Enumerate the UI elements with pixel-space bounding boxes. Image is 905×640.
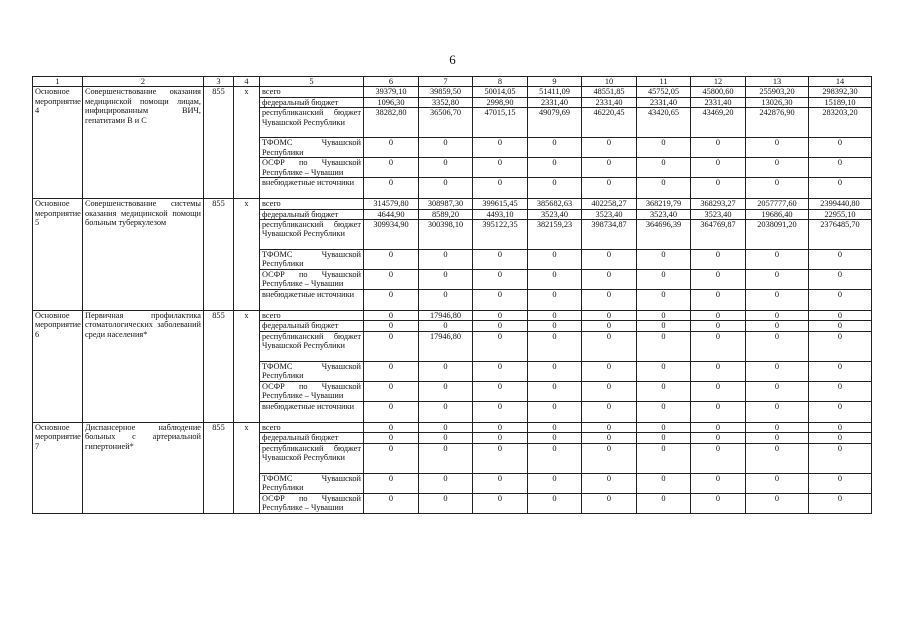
- value-cell: 0: [473, 381, 528, 401]
- value-cell: 0: [528, 443, 582, 473]
- value-cell: 3523,40: [637, 209, 691, 219]
- value-cell: 0: [364, 401, 419, 422]
- source-cell: ОСФР по Чувашской Республике – Чувашии: [260, 270, 364, 290]
- value-cell: 38282,80: [364, 108, 419, 138]
- value-cell: 0: [364, 381, 419, 401]
- value-cell: 0: [637, 331, 691, 361]
- value-cell: 0: [637, 178, 691, 199]
- source-cell: внебюджетные источники: [260, 290, 364, 311]
- value-cell: 0: [746, 290, 809, 311]
- value-cell: 0: [419, 433, 473, 443]
- value-cell: 309934,90: [364, 220, 419, 250]
- value-cell: 0: [691, 443, 746, 473]
- value-cell: 0: [473, 321, 528, 331]
- value-cell: 0: [364, 311, 419, 321]
- value-cell: 0: [419, 493, 473, 513]
- value-cell: 39379,10: [364, 87, 419, 97]
- value-cell: 17946,80: [419, 331, 473, 361]
- value-cell: 0: [419, 401, 473, 422]
- value-cell: 0: [637, 473, 691, 493]
- source-cell: федеральный бюджет: [260, 97, 364, 107]
- column-number: 8: [473, 77, 528, 87]
- value-cell: 0: [809, 250, 872, 270]
- value-cell: 2399440,80: [809, 199, 872, 209]
- code-cell: 855: [204, 422, 234, 513]
- value-cell: 0: [528, 331, 582, 361]
- value-cell: 0: [419, 422, 473, 432]
- column-number: 6: [364, 77, 419, 87]
- value-cell: 0: [582, 422, 637, 432]
- value-cell: 0: [809, 443, 872, 473]
- source-cell: ОСФР по Чувашской Республике – Чувашии: [260, 493, 364, 513]
- value-cell: 19686,40: [746, 209, 809, 219]
- value-cell: 0: [809, 290, 872, 311]
- value-cell: 2376485,70: [809, 220, 872, 250]
- value-cell: 0: [691, 433, 746, 443]
- column-number: 2: [83, 77, 204, 87]
- value-cell: 399615,45: [473, 199, 528, 209]
- value-cell: 0: [419, 178, 473, 199]
- value-cell: 0: [691, 250, 746, 270]
- value-cell: 45800,60: [691, 87, 746, 97]
- value-cell: 0: [691, 381, 746, 401]
- value-cell: 0: [746, 331, 809, 361]
- source-cell: ТФОМС Чувашской Республики: [260, 250, 364, 270]
- table-row: [33, 422, 872, 432]
- value-cell: 0: [637, 443, 691, 473]
- source-cell: республиканский бюджет Чувашской Республики: [260, 331, 364, 361]
- value-cell: 0: [419, 158, 473, 178]
- value-cell: 398734,87: [582, 220, 637, 250]
- value-cell: 0: [691, 401, 746, 422]
- value-cell: 17946,80: [419, 311, 473, 321]
- code-cell: 855: [204, 87, 234, 199]
- value-cell: 2057777,60: [746, 199, 809, 209]
- value-cell: 0: [691, 422, 746, 432]
- value-cell: 51411,09: [528, 87, 582, 97]
- description-cell: Диспансерное наблюдение больных с артериальной гипертонией*: [83, 422, 204, 513]
- value-cell: 0: [746, 311, 809, 321]
- value-cell: 0: [809, 473, 872, 493]
- value-cell: 0: [637, 433, 691, 443]
- value-cell: 36506,70: [419, 108, 473, 138]
- value-cell: 0: [528, 473, 582, 493]
- value-cell: 385682,63: [528, 199, 582, 209]
- value-cell: 0: [364, 331, 419, 361]
- value-cell: 0: [691, 138, 746, 158]
- value-cell: 0: [473, 178, 528, 199]
- value-cell: 0: [637, 381, 691, 401]
- value-cell: 0: [582, 381, 637, 401]
- value-cell: 0: [582, 158, 637, 178]
- value-cell: 3352,80: [419, 97, 473, 107]
- value-cell: 0: [582, 433, 637, 443]
- column-number: 5: [260, 77, 364, 87]
- value-cell: 0: [809, 381, 872, 401]
- value-cell: 0: [528, 138, 582, 158]
- value-cell: 0: [528, 493, 582, 513]
- value-cell: 0: [809, 422, 872, 432]
- value-cell: 0: [809, 270, 872, 290]
- value-cell: 0: [364, 158, 419, 178]
- value-cell: 0: [746, 493, 809, 513]
- value-cell: 0: [364, 443, 419, 473]
- value-cell: 0: [691, 311, 746, 321]
- value-cell: 0: [364, 270, 419, 290]
- value-cell: 0: [528, 158, 582, 178]
- value-cell: 0: [809, 433, 872, 443]
- column-number: 11: [637, 77, 691, 87]
- source-cell: ОСФР по Чувашской Республике – Чувашии: [260, 158, 364, 178]
- source-cell: ТФОМС Чувашской Республики: [260, 138, 364, 158]
- value-cell: 0: [528, 290, 582, 311]
- value-cell: 49079,69: [528, 108, 582, 138]
- value-cell: 402258,27: [582, 199, 637, 209]
- source-cell: ТФОМС Чувашской Республики: [260, 473, 364, 493]
- value-cell: 3523,40: [582, 209, 637, 219]
- value-cell: 0: [419, 138, 473, 158]
- value-cell: 0: [528, 361, 582, 381]
- value-cell: 298392,30: [809, 87, 872, 97]
- value-cell: 0: [637, 493, 691, 513]
- value-cell: 13026,30: [746, 97, 809, 107]
- activity-cell: Основное мероприятие 7: [33, 422, 83, 513]
- value-cell: 0: [528, 433, 582, 443]
- value-cell: 364696,39: [637, 220, 691, 250]
- value-cell: 0: [419, 443, 473, 473]
- value-cell: 0: [746, 401, 809, 422]
- value-cell: 0: [691, 270, 746, 290]
- value-cell: 300398,10: [419, 220, 473, 250]
- description-cell: Первичная профилактика стоматологических заболеваний среди населения*: [83, 311, 204, 423]
- value-cell: 0: [473, 331, 528, 361]
- value-cell: 0: [473, 250, 528, 270]
- x-cell: x: [234, 87, 260, 199]
- source-cell: внебюджетные источники: [260, 178, 364, 199]
- value-cell: 0: [691, 493, 746, 513]
- value-cell: 0: [691, 178, 746, 199]
- value-cell: 4493,10: [473, 209, 528, 219]
- value-cell: 283203,20: [809, 108, 872, 138]
- value-cell: 45752,05: [637, 87, 691, 97]
- value-cell: 0: [582, 138, 637, 158]
- value-cell: 0: [582, 443, 637, 473]
- value-cell: 0: [473, 443, 528, 473]
- value-cell: 0: [582, 401, 637, 422]
- value-cell: 2331,40: [582, 97, 637, 107]
- value-cell: 0: [637, 290, 691, 311]
- source-cell: федеральный бюджет: [260, 433, 364, 443]
- value-cell: 368219,79: [637, 199, 691, 209]
- value-cell: 2331,40: [691, 97, 746, 107]
- value-cell: 50014,05: [473, 87, 528, 97]
- activity-cell: Основное мероприятие 4: [33, 87, 83, 199]
- source-cell: всего: [260, 87, 364, 97]
- value-cell: 0: [637, 270, 691, 290]
- value-cell: 0: [473, 401, 528, 422]
- value-cell: 0: [691, 321, 746, 331]
- value-cell: 0: [582, 493, 637, 513]
- budget-table: [32, 76, 872, 514]
- value-cell: 15189,10: [809, 97, 872, 107]
- value-cell: 46220,45: [582, 108, 637, 138]
- value-cell: 0: [364, 361, 419, 381]
- value-cell: 242876,90: [746, 108, 809, 138]
- value-cell: 3523,40: [528, 209, 582, 219]
- value-cell: 0: [528, 401, 582, 422]
- value-cell: 0: [528, 422, 582, 432]
- column-number: 1: [33, 77, 83, 87]
- value-cell: 0: [691, 158, 746, 178]
- source-cell: республиканский бюджет Чувашской Республики: [260, 443, 364, 473]
- value-cell: 0: [637, 361, 691, 381]
- table-row: [33, 199, 872, 209]
- value-cell: 0: [746, 178, 809, 199]
- value-cell: 364769,87: [691, 220, 746, 250]
- value-cell: 0: [809, 158, 872, 178]
- value-cell: 2331,40: [637, 97, 691, 107]
- column-number: 13: [746, 77, 809, 87]
- value-cell: 2998,90: [473, 97, 528, 107]
- value-cell: 0: [419, 290, 473, 311]
- value-cell: 0: [582, 290, 637, 311]
- value-cell: 0: [637, 401, 691, 422]
- value-cell: 0: [809, 178, 872, 199]
- value-cell: 39859,50: [419, 87, 473, 97]
- value-cell: 0: [582, 178, 637, 199]
- source-cell: всего: [260, 311, 364, 321]
- source-cell: ОСФР по Чувашской Республике – Чувашии: [260, 381, 364, 401]
- value-cell: 0: [419, 361, 473, 381]
- value-cell: 0: [746, 381, 809, 401]
- value-cell: 0: [473, 493, 528, 513]
- value-cell: 0: [809, 361, 872, 381]
- value-cell: 368293,27: [691, 199, 746, 209]
- value-cell: 0: [473, 361, 528, 381]
- value-cell: 0: [691, 331, 746, 361]
- value-cell: 47015,15: [473, 108, 528, 138]
- value-cell: 0: [364, 138, 419, 158]
- table-header: [33, 77, 872, 87]
- value-cell: 0: [419, 473, 473, 493]
- source-cell: внебюджетные источники: [260, 401, 364, 422]
- value-cell: 0: [746, 433, 809, 443]
- value-cell: 314579,80: [364, 199, 419, 209]
- value-cell: 0: [364, 250, 419, 270]
- value-cell: 0: [746, 361, 809, 381]
- column-number: 14: [809, 77, 872, 87]
- value-cell: 0: [528, 270, 582, 290]
- value-cell: 8589,20: [419, 209, 473, 219]
- code-cell: 855: [204, 199, 234, 311]
- value-cell: 0: [582, 311, 637, 321]
- value-cell: 1096,30: [364, 97, 419, 107]
- x-cell: x: [234, 311, 260, 423]
- value-cell: 0: [691, 361, 746, 381]
- value-cell: 0: [637, 321, 691, 331]
- value-cell: 0: [809, 311, 872, 321]
- description-cell: Совершенствование системы оказания медицинской помощи больным туберкулезом: [83, 199, 204, 311]
- value-cell: 0: [746, 321, 809, 331]
- source-cell: федеральный бюджет: [260, 321, 364, 331]
- value-cell: 0: [528, 381, 582, 401]
- value-cell: 255903,20: [746, 87, 809, 97]
- source-cell: республиканский бюджет Чувашской Республики: [260, 108, 364, 138]
- value-cell: 0: [809, 331, 872, 361]
- value-cell: 0: [809, 321, 872, 331]
- column-number: 10: [582, 77, 637, 87]
- table-body: [33, 87, 872, 513]
- value-cell: 0: [473, 138, 528, 158]
- value-cell: 0: [473, 311, 528, 321]
- x-cell: x: [234, 422, 260, 513]
- value-cell: 0: [746, 250, 809, 270]
- value-cell: 0: [419, 321, 473, 331]
- value-cell: 0: [364, 433, 419, 443]
- value-cell: 0: [582, 270, 637, 290]
- value-cell: 0: [473, 433, 528, 443]
- value-cell: 43469,20: [691, 108, 746, 138]
- value-cell: 382159,23: [528, 220, 582, 250]
- value-cell: 395122,35: [473, 220, 528, 250]
- value-cell: 0: [809, 138, 872, 158]
- value-cell: 0: [582, 250, 637, 270]
- value-cell: 0: [473, 422, 528, 432]
- value-cell: 0: [637, 250, 691, 270]
- column-number: 3: [204, 77, 234, 87]
- value-cell: 0: [637, 158, 691, 178]
- value-cell: 0: [637, 311, 691, 321]
- value-cell: 2331,40: [528, 97, 582, 107]
- value-cell: 0: [473, 290, 528, 311]
- value-cell: 0: [691, 473, 746, 493]
- activity-cell: Основное мероприятие 5: [33, 199, 83, 311]
- source-cell: федеральный бюджет: [260, 209, 364, 219]
- value-cell: 0: [746, 138, 809, 158]
- value-cell: 0: [746, 422, 809, 432]
- value-cell: 308987,30: [419, 199, 473, 209]
- column-number: 7: [419, 77, 473, 87]
- source-cell: всего: [260, 199, 364, 209]
- value-cell: 0: [364, 473, 419, 493]
- value-cell: 0: [364, 321, 419, 331]
- value-cell: 0: [809, 401, 872, 422]
- value-cell: 3523,40: [691, 209, 746, 219]
- value-cell: 0: [746, 158, 809, 178]
- x-cell: x: [234, 199, 260, 311]
- value-cell: 0: [746, 473, 809, 493]
- column-number: 12: [691, 77, 746, 87]
- table-row: [33, 87, 872, 97]
- value-cell: 0: [809, 493, 872, 513]
- value-cell: 0: [528, 311, 582, 321]
- value-cell: 43420,65: [637, 108, 691, 138]
- value-cell: 0: [364, 422, 419, 432]
- value-cell: 0: [582, 473, 637, 493]
- value-cell: 48551,85: [582, 87, 637, 97]
- source-cell: ТФОМС Чувашской Республики: [260, 361, 364, 381]
- code-cell: 855: [204, 311, 234, 423]
- value-cell: 0: [419, 381, 473, 401]
- value-cell: 0: [473, 473, 528, 493]
- source-cell: республиканский бюджет Чувашской Республики: [260, 220, 364, 250]
- value-cell: 0: [746, 443, 809, 473]
- value-cell: 0: [473, 158, 528, 178]
- source-cell: всего: [260, 422, 364, 432]
- value-cell: 0: [364, 290, 419, 311]
- value-cell: 0: [746, 270, 809, 290]
- value-cell: 0: [582, 361, 637, 381]
- activity-cell: Основное мероприятие 6: [33, 311, 83, 423]
- value-cell: 0: [582, 321, 637, 331]
- value-cell: 0: [582, 331, 637, 361]
- value-cell: 0: [637, 422, 691, 432]
- value-cell: 0: [528, 178, 582, 199]
- value-cell: 0: [364, 178, 419, 199]
- table-row: [33, 311, 872, 321]
- value-cell: 2038091,20: [746, 220, 809, 250]
- value-cell: 0: [528, 250, 582, 270]
- value-cell: 0: [528, 321, 582, 331]
- description-cell: Совершенствование оказания медицинской помощи лицам, инфицированным ВИЧ, гепатитами В и С: [83, 87, 204, 199]
- value-cell: 0: [419, 250, 473, 270]
- column-number-row: [33, 77, 872, 87]
- value-cell: 0: [419, 270, 473, 290]
- value-cell: 0: [473, 270, 528, 290]
- column-number: 9: [528, 77, 582, 87]
- value-cell: 0: [364, 493, 419, 513]
- value-cell: 0: [637, 138, 691, 158]
- value-cell: 22955,10: [809, 209, 872, 219]
- value-cell: 0: [691, 290, 746, 311]
- value-cell: 4644,90: [364, 209, 419, 219]
- column-number: 4: [234, 77, 260, 87]
- page-number: 6: [449, 52, 456, 67]
